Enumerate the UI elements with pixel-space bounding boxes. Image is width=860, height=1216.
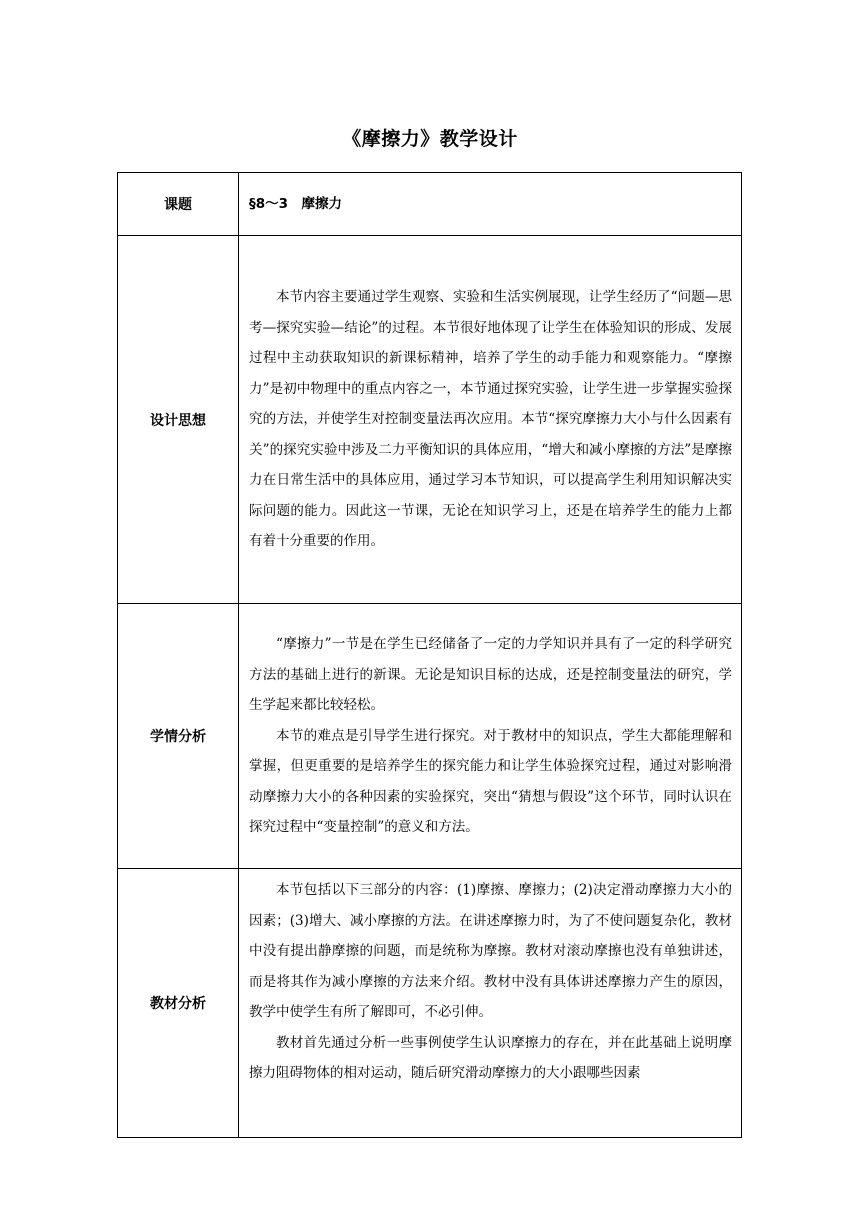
student-analysis-paragraph: “摩擦力”一节是在学生已经储备了一定的力学知识并具有了一定的科学研究方法的基础上进行的新课。无论是知识目标的达成，还是控制变量法的研究，学生学起来都比较轻松。 xyxy=(249,636,732,714)
topic-value: §8～3 摩擦力 xyxy=(239,173,742,236)
table-row-design-idea xyxy=(118,236,742,604)
table-row-topic xyxy=(118,173,742,236)
material-analysis-content xyxy=(239,869,742,1138)
page-title: 《摩擦力》教学设计 xyxy=(342,128,518,150)
material-analysis-label: 教材分析 xyxy=(118,869,239,1138)
design-idea-content xyxy=(239,236,742,604)
design-idea-paragraph: 本节内容主要通过学生观察、实验和生活实例展现，让学生经历了“问题—思考—探究实验—结论”的过程。本节很好地体现了让学生在体验知识的形成、发展过程中主动获取知识的新课标精神，培养了学生的动手能力和观察能力。“摩擦力”是初中物理中的重点内容之一，本节通过探究实验，让学生进一步掌握实验探究的方法，并使学生对控制变量法再次应用。本节“探究摩擦力大小与什么因素有关”的探究实验中涉及二力平衡知识的具体应用，“增大和减小摩擦的方法”是摩擦力在日常生活中的具体应用，通过学习本节知识，可以提高学生利用知识解决实际问题的能力。因此这一节课，无论在知识学习上，还是在培养学生的能力上都有着十分重要的作用。 xyxy=(249,289,732,550)
material-analysis-paragraph: 教材首先通过分析一些事例使学生认识摩擦力的存在，并在此基础上说明摩擦力阻碍物体的相对运动，随后研究滑动摩擦力的大小跟哪些因素 xyxy=(249,1034,732,1081)
topic-label: 课题 xyxy=(118,173,239,236)
student-analysis-paragraph: 本节的难点是引导学生进行探究。对于教材中的知识点，学生大都能理解和掌握，但更重要的是培养学生的探究能力和让学生体验探究过程，通过对影响滑动摩擦力大小的各种因素的实验探究，突出“猜想与假设”这个环节，同时认识在探究过程中“变量控制”的意义和方法。 xyxy=(249,727,732,836)
design-idea-label: 设计思想 xyxy=(118,236,239,604)
student-analysis-content xyxy=(239,604,742,869)
table-row-material-analysis xyxy=(118,869,742,1138)
table-row-student-analysis xyxy=(118,604,742,869)
material-analysis-paragraph: 本节包括以下三部分的内容：(1)摩擦、摩擦力；(2)决定滑动摩擦力大小的因素；(3)增大、减小摩擦的方法。在讲述摩擦力时，为了不使问题复杂化，教材中没有提出静摩擦的问题，而是统称为摩擦。教材对滚动摩擦也没有单独讲述，而是将其作为减小摩擦的方法来介绍。教材中没有具体讲述摩擦力产生的原因，教学中使学生有所了解即可，不必引伸。 xyxy=(249,882,732,1020)
lesson-design-table xyxy=(117,172,742,1138)
student-analysis-label: 学情分析 xyxy=(118,604,239,869)
